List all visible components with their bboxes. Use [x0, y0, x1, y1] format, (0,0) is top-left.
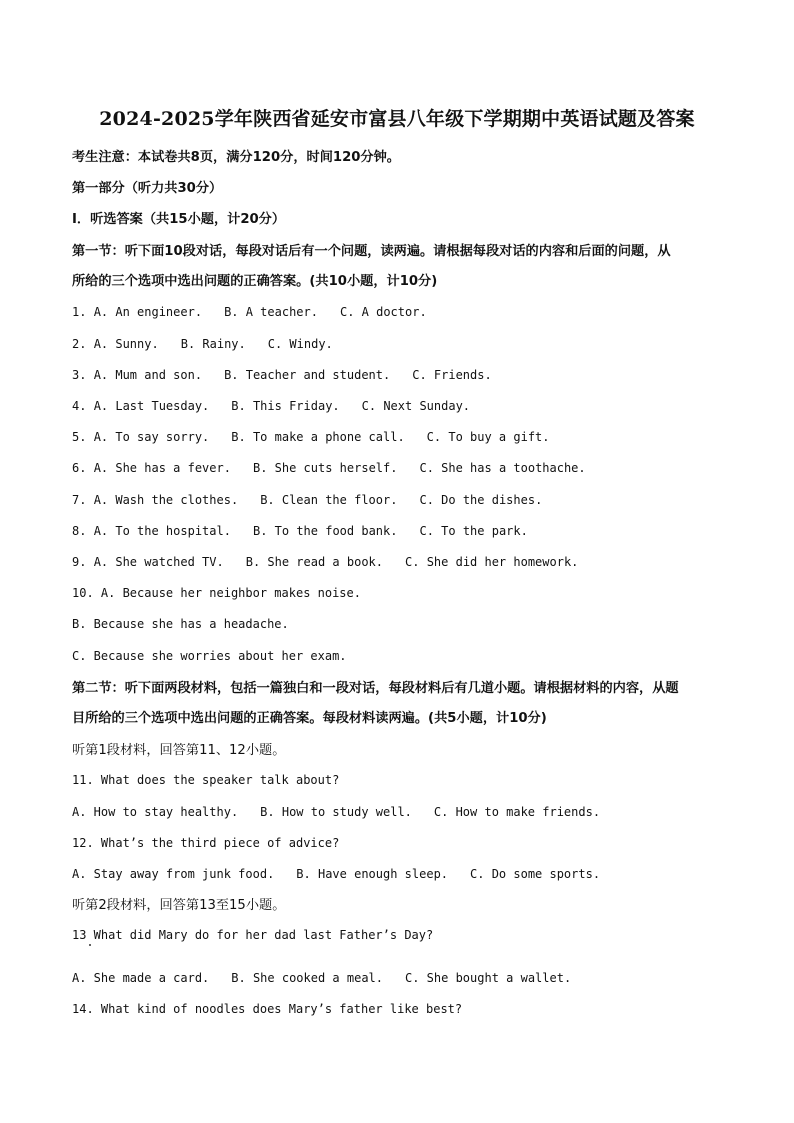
option-c: C. Next Sunday. — [361, 399, 471, 413]
option-b: B. She cooked a meal. — [231, 971, 383, 985]
section1-instructions-line2: 所给的三个选项中选出问题的正确答案。(共10小题，计10分) — [72, 274, 438, 289]
question-3 — [72, 368, 514, 382]
section-one-heading: Ⅰ．听选答案（共15小题，计20分） — [72, 212, 286, 227]
option-c: C. Windy. — [267, 337, 333, 351]
option-c: C. To the park. — [419, 524, 528, 538]
question-number: 2. — [72, 337, 87, 351]
question-2 — [72, 337, 355, 351]
option-a: A. Mum and son. — [93, 368, 203, 382]
option-c: C. How to make friends. — [433, 805, 601, 819]
question-number: 1. — [72, 305, 87, 319]
question-9 — [72, 555, 600, 569]
question-11-stem: 11. What does the speaker talk about? — [72, 773, 340, 787]
question-number: 5. — [72, 430, 87, 444]
section1-instructions-line1: 第一节：听下面10段对话，每段对话后有一个问题，读两遍。请根据每段对话的内容和后面的问题，从 — [72, 244, 671, 259]
part-one-heading: 第一部分（听力共30分） — [72, 181, 223, 196]
question-1 — [72, 305, 449, 319]
question-number: 3. — [72, 368, 87, 382]
question-number: 9. — [72, 555, 87, 569]
question-10-option-c: C. Because she worries about her exam. — [72, 649, 347, 663]
option-c: C. A doctor. — [339, 305, 427, 319]
option-a: A. She made a card. — [72, 971, 210, 985]
option-b: B. This Friday. — [231, 399, 340, 413]
question-5 — [72, 430, 572, 444]
question-13-options — [72, 971, 593, 985]
option-a: A. How to stay healthy. — [72, 805, 239, 819]
option-c: C. She bought a wallet. — [405, 971, 572, 985]
question-10-option-b: B. Because she has a headache. — [72, 617, 289, 631]
question-14-stem: 14. What kind of noodles does Mary’s father like best? — [72, 1002, 463, 1016]
material-2-heading: 听第2段材料，回答第13至15小题。 — [72, 898, 286, 913]
question-number: 8. — [72, 524, 87, 538]
question-12-stem: 12. What’s the third piece of advice? — [72, 836, 340, 850]
option-a: A. Wash the clothes. — [93, 493, 239, 507]
option-a: A. She has a fever. — [93, 461, 231, 475]
option-c: C. Do some sports. — [470, 867, 601, 881]
option-c: C. She did her homework. — [405, 555, 579, 569]
option-b: B. Have enough sleep. — [296, 867, 449, 881]
option-b: B. She cuts herself. — [252, 461, 398, 475]
option-a: A. To say sorry. — [93, 430, 210, 444]
stray-dot — [89, 944, 91, 946]
option-b: B. To make a phone call. — [231, 430, 405, 444]
page-title: 2024-2025学年陕西省延安市富县八年级下学期期中英语试题及答案 — [99, 108, 695, 130]
option-a: A. She watched TV. — [93, 555, 224, 569]
question-number: 4. — [72, 399, 87, 413]
option-b: B. She read a book. — [245, 555, 384, 569]
option-c: C. Friends. — [412, 368, 492, 382]
option-a: A. Last Tuesday. — [93, 399, 210, 413]
option-c: C. To buy a gift. — [426, 430, 550, 444]
question-10-option-a: 10. A. Because her neighbor makes noise. — [72, 586, 361, 600]
question-8 — [72, 524, 550, 538]
question-number: 6. — [72, 461, 87, 475]
option-a: A. To the hospital. — [93, 524, 231, 538]
option-b: B. To the food bank. — [252, 524, 398, 538]
option-a: A. Stay away from junk food. — [72, 867, 275, 881]
material-1-heading: 听第1段材料，回答第11、12小题。 — [72, 743, 286, 758]
question-4 — [72, 399, 492, 413]
section2-instructions-line2: 目所给的三个选项中选出问题的正确答案。每段材料读两遍。(共5小题，计10分) — [72, 711, 547, 726]
option-c: C. She has a toothache. — [419, 461, 586, 475]
question-7 — [72, 493, 564, 507]
option-b: B. How to study well. — [260, 805, 412, 819]
option-a: A. Sunny. — [93, 337, 159, 351]
option-b: B. Teacher and student. — [224, 368, 391, 382]
question-12-options — [72, 867, 622, 881]
option-c: C. Do the dishes. — [419, 493, 543, 507]
question-13-stem: 13 What did Mary do for her dad last Father’s Day? — [72, 928, 434, 942]
section2-instructions-line1: 第二节：听下面两段材料，包括一篇独白和一段对话，每段材料后有几道小题。请根据材料的内容，从题 — [72, 681, 679, 696]
option-a: A. An engineer. — [93, 305, 203, 319]
question-number: 7. — [72, 493, 87, 507]
option-b: B. A teacher. — [224, 305, 318, 319]
option-b: B. Clean the floor. — [260, 493, 398, 507]
option-b: B. Rainy. — [180, 337, 246, 351]
question-6 — [72, 461, 608, 475]
question-11-options — [72, 805, 622, 819]
exam-notice: 考生注意：本试卷共8页，满分120分，时间120分钟。 — [72, 150, 400, 165]
